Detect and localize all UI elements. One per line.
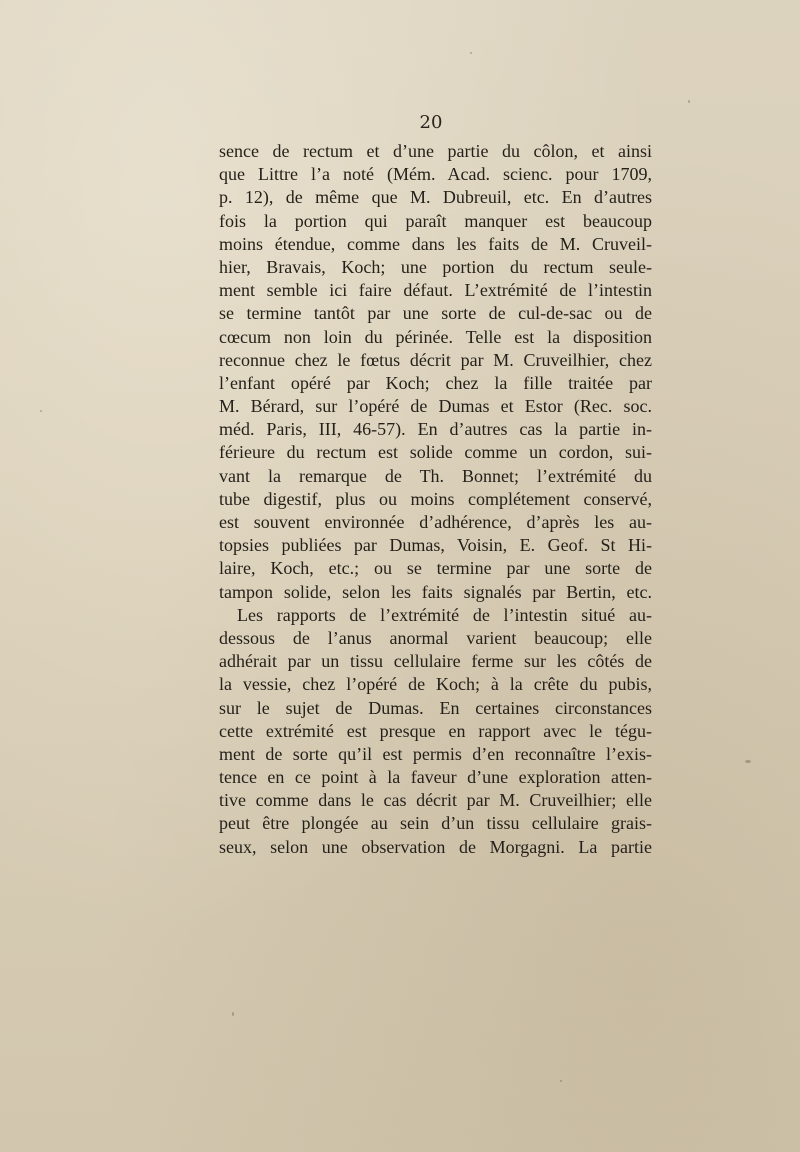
text-line: sur le sujet de Dumas. En certaines circonstances [219,697,652,718]
page-number: 20 [419,112,443,133]
text-line: est souvent environnée d’adhérence, d’après les au- [219,512,652,532]
text-line: se termine tantôt par une sorte de cul-de-sac ou de [219,303,652,324]
text-line: topsies publiées par Dumas, Voisin, E. Geof. St Hi- [219,535,652,556]
text-line: ment de sorte qu’il est permis d’en reconnaître l’exis- [219,743,652,764]
text-line: peut être plongée au sein d’un tissu cellulaire grais- [219,813,652,834]
text-line: M. Bérard, sur l’opéré de Dumas et Estor (Rec. soc. [219,396,652,417]
text-line: seux, selon une observation de Morgagni. La partie [219,836,652,857]
paper-speck [40,410,42,412]
text-line: vant la remarque de Th. Bonnet; l’extrémité du [219,465,652,486]
text-line: p. 12), de même que M. Dubreuil, etc. En d’autres [219,187,652,208]
text-line: cœcum non loin du périnée. Telle est la disposition [219,326,652,347]
text-line: sence de rectum et d’une partie du côlon, et ainsi [219,141,652,161]
text-line: adhérait par un tissu cellulaire ferme sur les côtés de [219,651,652,672]
paper-speck [745,760,751,763]
text-line: tube digestif, plus ou moins complétement conservé, [219,488,652,509]
text-line: moins étendue, comme dans les faits de M. Cruveil- [219,233,652,254]
text-line: laire, Koch, etc.; ou se termine par une sorte de [219,558,652,579]
body-text [219,140,652,859]
paper-speck [470,52,472,54]
text-line: reconnue chez le fœtus décrit par M. Cruveilhier, chez [219,349,652,370]
text-line: ment semble ici faire défaut. L’extrémité de l’intestin [219,280,652,301]
text-line: férieure du rectum est solide comme un cordon, sui- [219,442,652,463]
text-line: tive comme dans le cas décrit par M. Cruveilhier; elle [219,790,652,811]
text-line: cette extrémité est presque en rapport avec le tégu- [219,720,652,741]
paper-speck [688,100,690,103]
text-line: la vessie, chez l’opéré de Koch; à la crête du pubis, [219,674,652,695]
text-line: méd. Paris, III, 46-57). En d’autres cas la partie in- [219,419,652,440]
text-line: que Littre l’a noté (Mém. Acad. scienc. pour 1709, [219,164,652,185]
paper-speck [560,1080,562,1082]
text-line: tampon solide, selon les faits signalés par Bertin, etc. [219,581,652,602]
paper-speck [232,1012,234,1016]
text-line: tence en ce point à la faveur d’une exploration atten- [219,767,652,788]
text-line: dessous de l’anus anormal varient beaucoup; elle [219,627,652,648]
text-line: fois la portion qui paraît manquer est beaucoup [219,210,652,231]
text-line: l’enfant opéré par Koch; chez la fille traitée par [219,372,652,393]
paragraph-first-line: Les rapports de l’extrémité de l’intestin situé au- [237,604,652,625]
text-line: hier, Bravais, Koch; une portion du rectum seule- [219,256,652,277]
